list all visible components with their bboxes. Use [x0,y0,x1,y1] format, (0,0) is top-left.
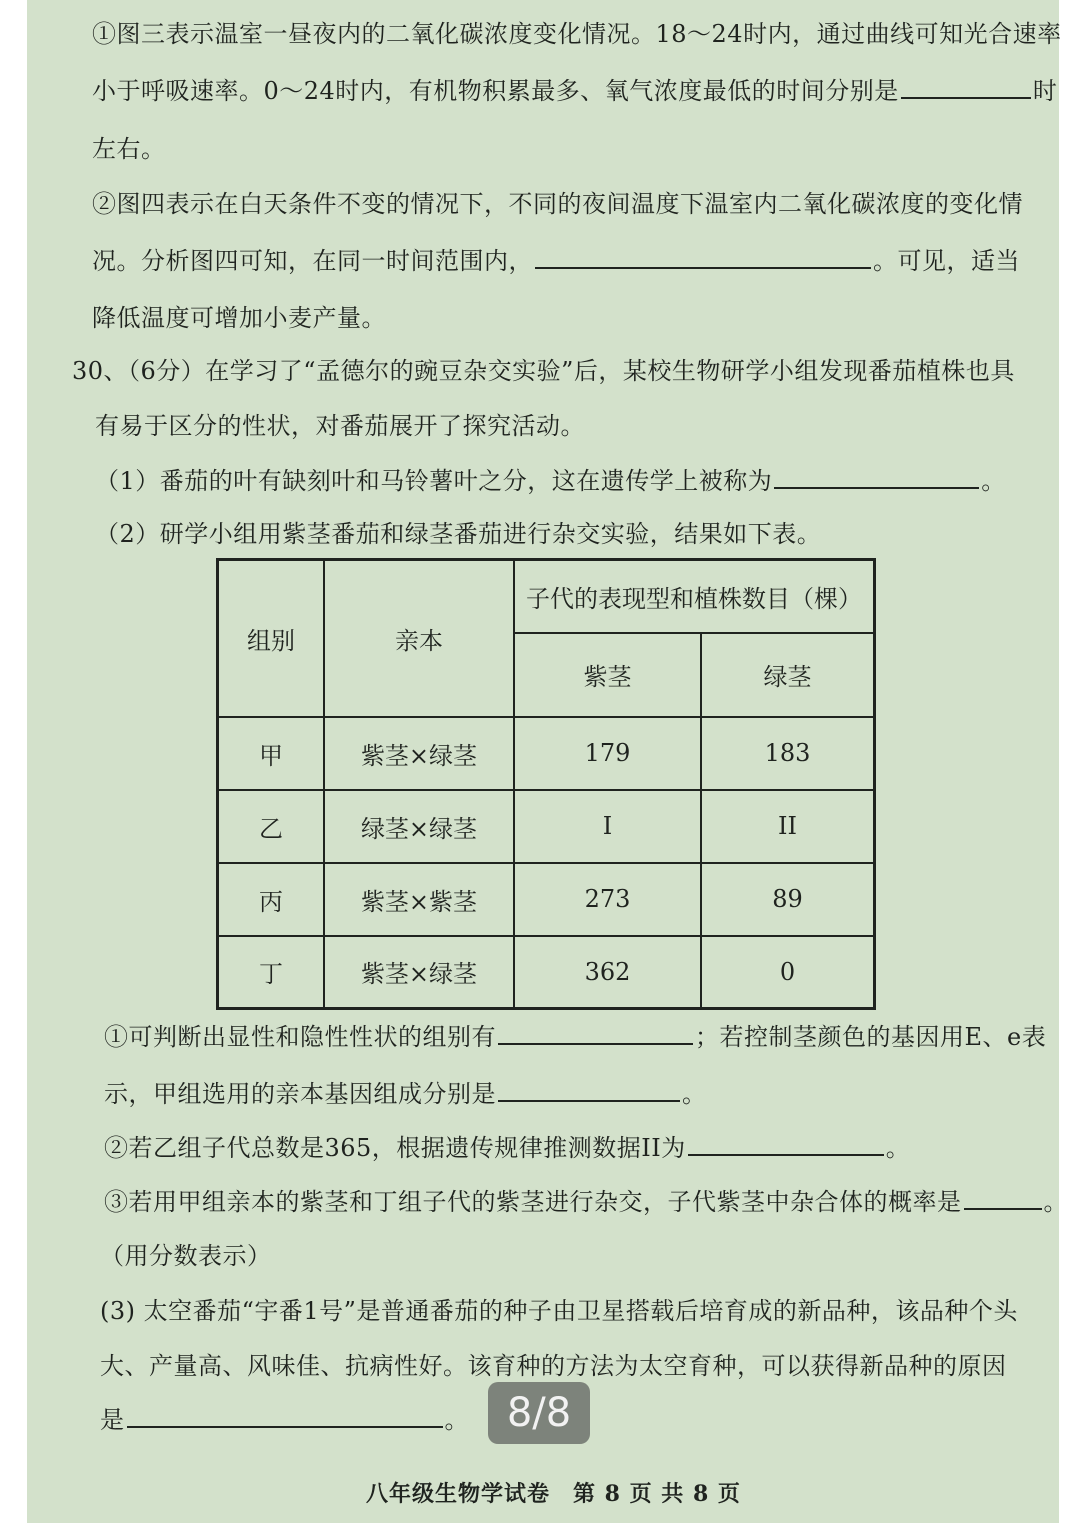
q29-p2-line3: 降低温度可增加小麦产量。 [92,304,386,332]
answer-blank [688,1132,884,1156]
q30-a3: ③若用甲组亲本的紫茎和丁组子代的紫茎进行杂交，子代紫茎中杂合体的概率是 。 [104,1188,1068,1216]
cell-parent: 绿茎×绿茎 [324,790,514,863]
q30-sub1: （1）番茄的叶有缺刻叶和马铃薯叶之分，这在遗传学上被称为 。 [95,467,1006,495]
cell-green: 183 [701,717,875,790]
cell-purple: I [514,790,701,863]
cell-purple: 362 [514,936,701,1009]
header-green: 绿茎 [701,633,875,717]
cell-green: II [701,790,875,863]
q30-sub2: （2）研学小组用紫茎番茄和绿茎番茄进行杂交实验，结果如下表。 [95,520,822,548]
q29-p2-line1: ②图四表示在白天条件不变的情况下，不同的夜间温度下温室内二氧化碳浓度的变化情 [92,190,1023,218]
page-indicator[interactable]: 8/8 [488,1382,590,1444]
cell-parent: 紫茎×绿茎 [324,717,514,790]
q30-a1-line1: ①可判断出显性和隐性性状的组别有 ；若控制茎颜色的基因用E、e表 [104,1023,1047,1051]
q30-sub3-line1: (3) 太空番茄“宇番1号”是普通番茄的种子由卫星搭载后培育成的新品种，该品种个头 [100,1297,1018,1325]
answer-blank [498,1078,680,1102]
cell-purple: 179 [514,717,701,790]
cell-group: 甲 [218,717,325,790]
q30-a2: ②若乙组子代总数是365，根据遗传规律推测数据II为 。 [104,1134,911,1162]
cell-parent: 紫茎×绿茎 [324,936,514,1009]
q30-a3-note: （用分数表示） [100,1242,272,1270]
table-row [218,863,875,936]
header-parent: 亲本 [324,560,514,717]
cell-parent: 紫茎×紫茎 [324,863,514,936]
answer-blank [964,1186,1042,1210]
q30-a1-line2: 示，甲组选用的亲本基因组成分别是 。 [104,1080,707,1108]
q29-p2-line2: 况。分析图四可知，在同一时间范围内， 。可见，适当 [92,247,1020,275]
answer-blank [535,245,871,269]
answer-blank [901,75,1031,99]
cell-group: 丙 [218,863,325,936]
answer-blank [498,1021,693,1045]
cell-group: 乙 [218,790,325,863]
q30-sub3-line3: 是 。 [100,1406,469,1434]
cell-green: 89 [701,863,875,936]
cell-group: 丁 [218,936,325,1009]
answer-blank [774,465,979,489]
q29-p1-line1: ①图三表示温室一昼夜内的二氧化碳浓度变化情况。18～24时内，通过曲线可知光合速率 [92,20,1062,48]
cell-purple: 273 [514,863,701,936]
q29-p1-line2: 小于呼吸速率。0～24时内，有机物积累最多、氧气浓度最低的时间分别是 时 [92,77,1058,105]
q30-intro-line2: 有易于区分的性状，对番茄展开了探究活动。 [95,412,585,440]
cell-green: 0 [701,936,875,1009]
answer-blank [127,1404,443,1428]
page-footer: 八年级生物学试卷 第 8 页 共 8 页 [366,1481,741,1507]
q30-intro-line1: 30、（6分）在学习了“孟德尔的豌豆杂交实验”后，某校生物研学小组发现番茄植株也具 [72,357,1015,385]
results-table [216,558,876,1010]
q29-p1-line3: 左右。 [92,135,166,163]
header-offspring: 子代的表现型和植株数目（棵） [514,560,875,633]
table-row [218,717,875,790]
table-row [218,936,875,1009]
header-group: 组别 [218,560,325,717]
q30-sub3-line2: 大、产量高、风味佳、抗病性好。该育种的方法为太空育种，可以获得新品种的原因 [100,1352,1007,1380]
header-purple: 紫茎 [514,633,701,717]
table-row [218,790,875,863]
